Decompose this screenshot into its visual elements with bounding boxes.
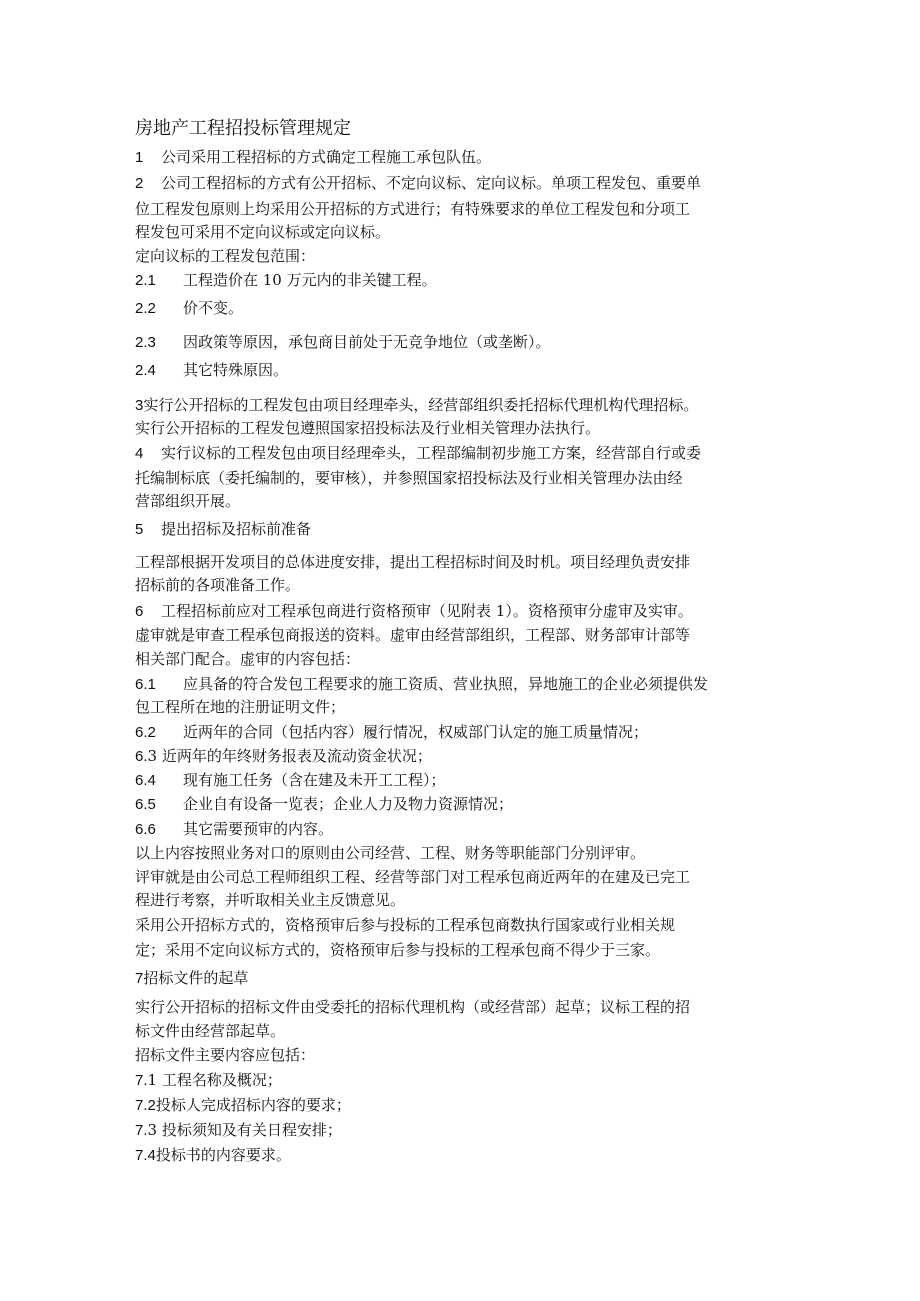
clause-number: 5 [135,521,144,538]
paragraph-line [135,491,240,511]
paragraph-line [135,222,390,242]
clause-text: 价不变。 [183,299,244,317]
paragraph-line [135,332,551,353]
paragraph-line [135,575,300,595]
paragraph-line [135,1045,315,1065]
paragraph-line [135,270,437,291]
clause-text: 公司工程招标的方式有公开招标、不定向议标、定向议标。单项工程发包、重要单 [161,174,702,192]
paragraph-line [135,360,288,381]
paragraph-line [135,625,690,645]
clause-text: 1 工程名称及概况； [147,1071,282,1089]
clause-number: 6.4 [135,772,156,789]
clause-text: 招标文件的起草 [143,969,249,987]
clause-text: 投标书的内容要求。 [155,1146,291,1164]
clause-number: 7. [135,1122,148,1139]
clause-text: 定向议标的工程发包范围： [135,247,316,265]
clause-number: 6.6 [135,821,156,838]
paragraph-line [135,997,690,1017]
clause-text: 3 近两年的年终财务报表及流动资金状况； [147,747,432,765]
paragraph-line [135,819,333,840]
clause-number: 2 [135,175,144,192]
clause-text: 近两年的合同（包括内容）履行情况，权威部门认定的施工质量情况； [183,723,649,741]
clause-text: 以上内容按照业务对口的原则由公司经营、工程、财务等职能部门分别评审。 [135,844,646,862]
clause-text: 营部组织开展。 [135,492,241,510]
clause-number: 7.2 [135,1097,156,1114]
clause-text: 定；采用不定向议标方式的，资格预审后参与投标的工程承包商不得少于三家。 [135,941,661,959]
paragraph-line [135,246,315,266]
paragraph-line [135,722,648,743]
clause-number: 6 [135,603,144,620]
paragraph-line [135,173,701,194]
clause-text: 虚审就是审查工程承包商报送的资料。虚审由经营部组织，工程部、财务部审计部等 [135,626,691,644]
paragraph-line [135,1120,342,1141]
paragraph-line [135,1145,291,1166]
paragraph-line [135,1070,282,1091]
paragraph-line [135,940,660,960]
clause-text: 提出招标及招标前准备 [161,520,312,538]
clause-text: 程发包可采用不定向议标或定向议标。 [135,223,391,241]
clause-text: 评审就是由公司总工程师组织工程、经营等部门对工程承包商近两年的在建及已完工 [135,868,691,886]
paragraph-line [135,649,360,669]
clause-number: 2.2 [135,300,156,317]
clause-number: 3 [135,397,144,414]
paragraph-line [135,519,311,540]
clause-text: 实行公开招标的工程发包遵照国家招投标法及行业相关管理办法执行。 [135,419,601,437]
clause-number: 4 [135,445,144,462]
clause-text: 招标文件主要内容应包括： [135,1046,316,1064]
clause-text: 工程部根据开发项目的总体进度安排，提出工程招标时间及时机。项目经理负责安排 [135,553,691,571]
clause-number: 6. [135,748,148,765]
clause-text: 实行议标的工程发包由项目经理牵头，工程部编制初步施工方案，经营部自行或委 [161,444,702,462]
clause-number: 7 [135,970,144,987]
clause-text: 工程招标前应对工程承包商进行资格预审（见附表 1）。资格预审分虚审及实审。 [161,602,693,620]
paragraph-line [135,1021,285,1041]
clause-text: 因政策等原因，承包商目前处于无竞争地位（或垄断）。 [183,333,551,351]
clause-text: 工程造价在 10 万元内的非关键工程。 [183,271,437,289]
paragraph-line [135,395,698,416]
paragraph-line [135,770,446,791]
clause-text: 标文件由经营部起草。 [135,1022,286,1040]
paragraph-line [135,1095,351,1116]
clause-text: 招标前的各项准备工作。 [135,576,301,594]
paragraph-line [135,867,690,887]
paragraph-line [135,443,701,464]
clause-text: 实行公开招标的招标文件由受委托的招标代理机构（或经营部）起草；议标工程的招 [135,998,691,1016]
clause-number: 2.3 [135,334,156,351]
paragraph-line [135,968,248,989]
paragraph-line [135,915,675,935]
paragraph-line [135,674,708,695]
paragraph-line [135,601,693,622]
clause-number: 2.4 [135,362,156,379]
clause-number: 2.1 [135,272,156,289]
clause-text: 相关部门配合。虚审的内容包括： [135,650,361,668]
clause-text: 其它特殊原因。 [183,361,289,379]
clause-text: 程进行考察，并听取相关业主反馈意见。 [135,891,406,909]
clause-number: 6.5 [135,796,156,813]
clause-text: 采用公开招标方式的，资格预审后参与投标的工程承包商数执行国家或行业相关规 [135,916,676,934]
paragraph-line [135,468,683,488]
clause-text: 公司采用工程招标的方式确定工程施工承包队伍。 [161,148,492,166]
clause-text: 托编制标底（委托编制的，要审核），并参照国家招投标法及行业相关管理办法由经 [135,469,683,487]
paragraph-line [135,298,243,319]
page-title: 房地产工程招投标管理规定 [135,118,351,139]
paragraph-line [135,843,645,863]
paragraph-line [135,147,491,168]
clause-number: 7. [135,1072,148,1089]
clause-number: 6.2 [135,724,156,741]
clause-text: 投标人完成招标内容的要求； [155,1096,351,1114]
clause-number: 7.4 [135,1147,156,1164]
clause-text: 应具备的符合发包工程要求的施工资质、营业执照，异地施工的企业必须提供发 [183,675,709,693]
clause-text: 3 投标须知及有关日程安排； [147,1121,342,1139]
paragraph-line [135,697,345,717]
clause-number: 6.1 [135,676,156,693]
paragraph-line [135,199,690,219]
paragraph-line [135,552,690,572]
clause-text: 企业自有设备一览表；企业人力及物力资源情况； [183,795,514,813]
clause-text: 现有施工任务（含在建及未开工工程）； [183,771,446,789]
paragraph-line [135,794,513,815]
clause-text: 其它需要预审的内容。 [183,820,334,838]
paragraph-line [135,418,600,438]
paragraph-line [135,890,405,910]
paragraph-line [135,746,432,767]
clause-text: 实行公开招标的工程发包由项目经理牵头，经营部组织委托招标代理机构代理招标。 [143,396,699,414]
clause-text: 包工程所在地的注册证明文件； [135,698,346,716]
clause-text: 位工程发包原则上均采用公开招标的方式进行；有特殊要求的单位工程发包和分项工 [135,200,691,218]
clause-number: 1 [135,149,144,166]
